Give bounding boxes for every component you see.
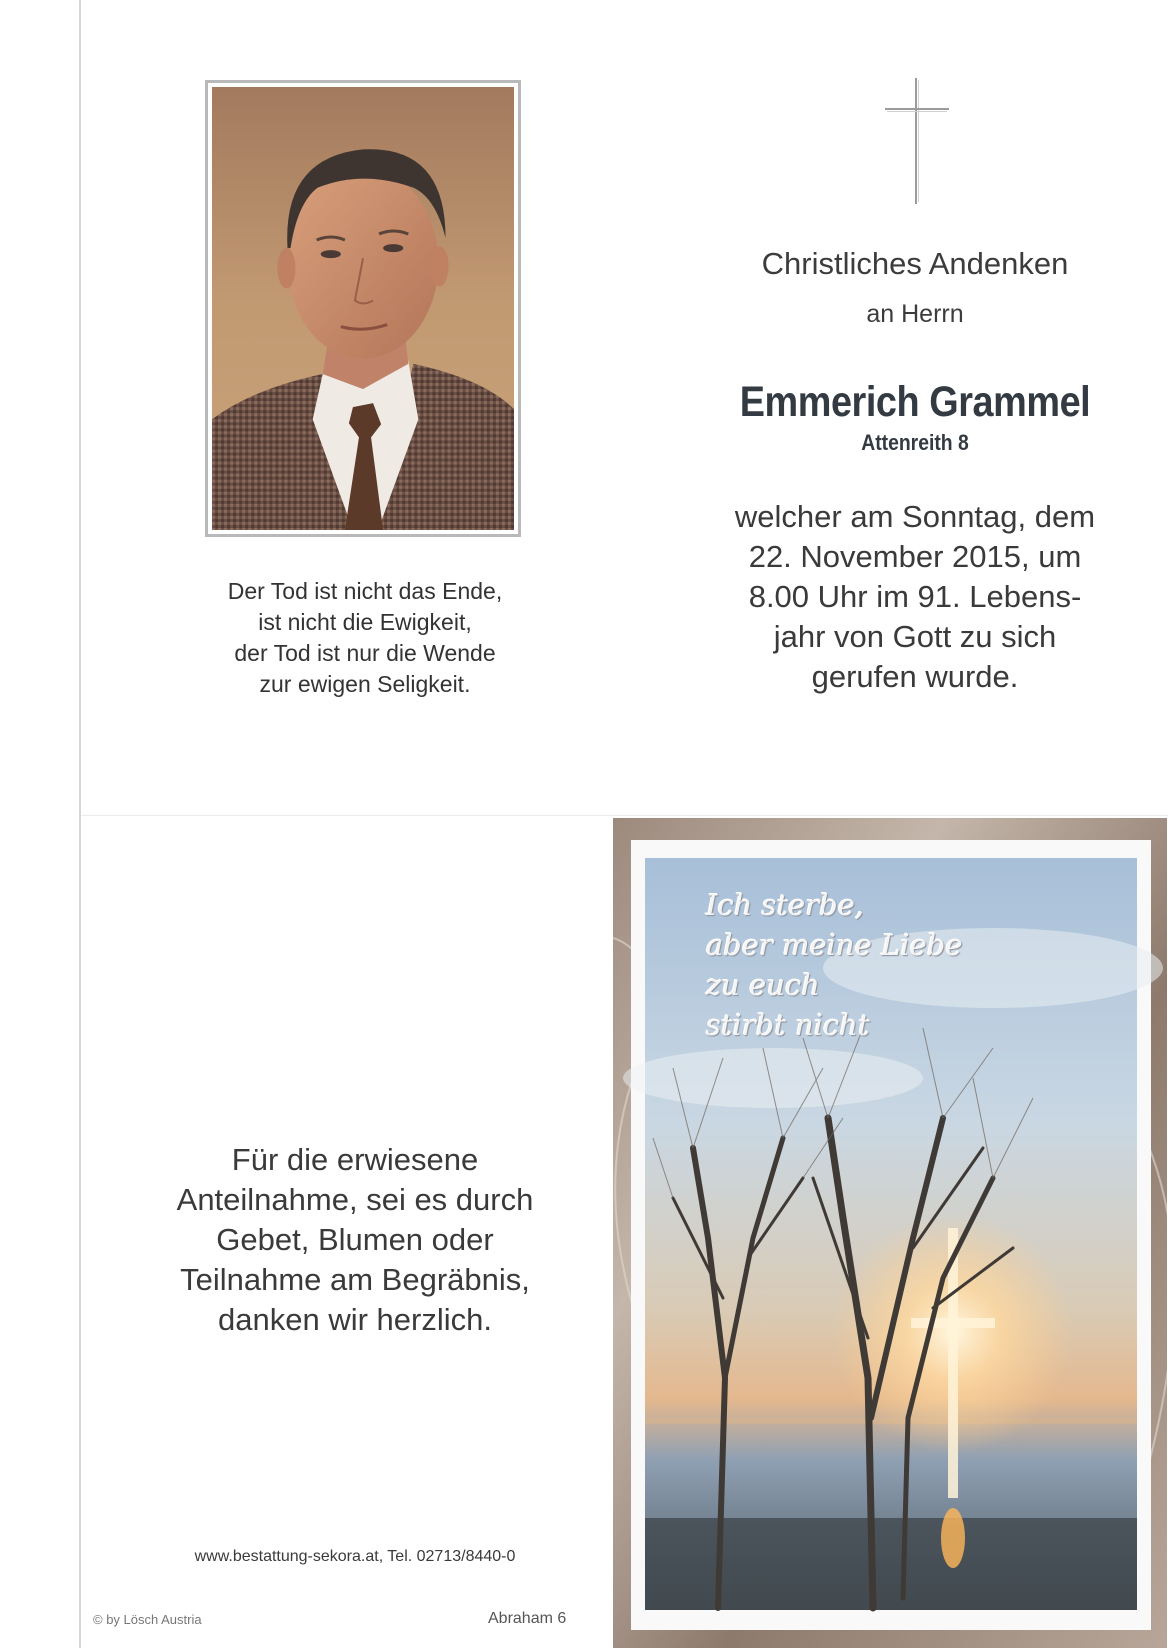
copyright-note: © by Lösch Austria [93, 1612, 202, 1627]
thanks-line: danken wir herzlich. [218, 1302, 492, 1337]
scan-edge [79, 0, 81, 1648]
fold-line [81, 815, 1168, 816]
poem-line: der Tod ist nur die Wende [234, 640, 496, 666]
verse-line: zu euch [706, 968, 820, 1002]
notice-line: jahr von Gott zu sich [773, 619, 1057, 654]
poem-line: zur ewigen Seligkeit. [259, 671, 471, 697]
notice-line: 22. November 2015, um [748, 539, 1082, 574]
poem [150, 576, 580, 700]
poem-line: ist nicht die Ewigkeit, [258, 609, 472, 635]
portrait-image [212, 87, 514, 530]
thanks-line: Gebet, Blumen oder [216, 1222, 494, 1257]
death-notice [680, 497, 1150, 697]
notice-line: gerufen wurde. [811, 659, 1019, 694]
verse-line: aber meine Liebe [706, 928, 963, 962]
verse-line: Ich sterbe, [706, 888, 865, 922]
notice-line: 8.00 Uhr im 91. Lebens- [748, 579, 1082, 614]
card-model: Abraham 6 [488, 1610, 567, 1627]
memorial-heading: Christliches Andenken [761, 246, 1069, 281]
cross-icon [885, 78, 949, 204]
verse-text [706, 885, 963, 1045]
portrait-photo [205, 80, 521, 537]
salutation: an Herrn [866, 300, 964, 328]
thanks-line: Teilnahme am Begräbnis, [180, 1262, 530, 1297]
funeral-home-contact: www.bestattung-sekora.at, Tel. 02713/8440-0 [194, 1548, 516, 1565]
verse-line: stirbt nicht [706, 1008, 870, 1042]
deceased-address: Attenreith 8 [861, 430, 969, 455]
thanks-line: Anteilnahme, sei es durch [176, 1182, 534, 1217]
deceased-name: Emmerich Grammel [739, 378, 1091, 426]
notice-line: welcher am Sonntag, dem [734, 499, 1096, 534]
thanks-line: Für die erwiesene [231, 1142, 479, 1177]
poem-line: Der Tod ist nicht das Ende, [227, 578, 503, 604]
thanks-text [120, 1140, 590, 1340]
